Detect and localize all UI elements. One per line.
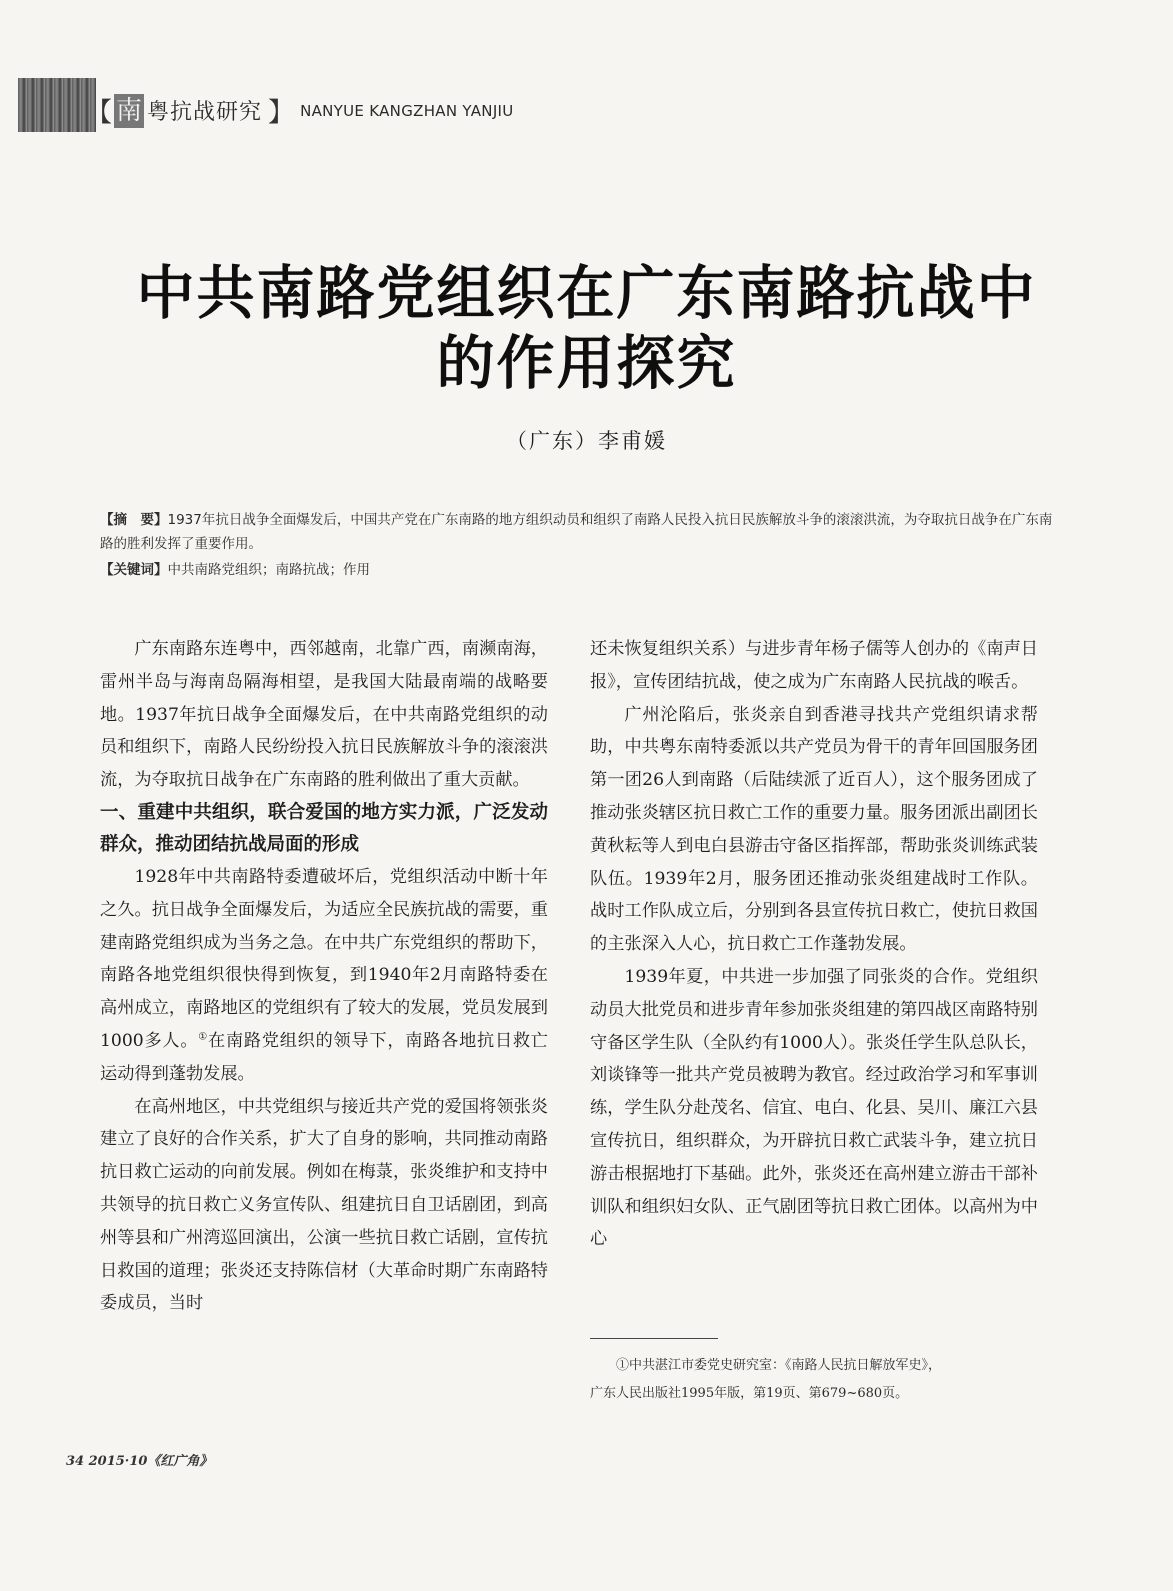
header-box-char: 南 — [116, 95, 143, 126]
article-title — [0, 258, 1173, 398]
body-column-right — [590, 633, 1038, 1256]
footnote-ref[interactable]: ① — [198, 1031, 209, 1043]
body-paragraph-5: 广州沦陷后，张炎亲自到香港寻找共产党组织请求帮助，中共粤东南特委派以共产党员为骨干的青年回国服务团第一团26人到南路（后陆续派了近百人），这个服务团成了推动张炎辖区抗日救亡工作的重要力量。服务团派出副团长黄秋耘等人到电白县游击守备区指挥部，帮助张炎训练武装队伍。1939年2月，服务团还推动张炎组建战时工作队。战时工作队成立后，分别到各县宣传抗日救亡，使抗日救国的主张深入人心，抗日救亡工作蓬勃发展。 — [590, 704, 1038, 955]
section-heading-1: 一、重建中共组织，联合爱国的地方实力派，广泛发动群众，推动团结抗战局面的形成 — [100, 801, 548, 855]
header-column-zh: 粤抗战研究 — [147, 100, 263, 125]
article-author: （广东）李甫媛 — [506, 429, 667, 453]
journal-column-header — [86, 92, 514, 129]
abstract-label: 【摘 要】 — [100, 512, 168, 528]
keywords-label: 【关键词】 — [100, 562, 168, 578]
body-paragraph-1: 广东南路东连粤中，西邻越南，北靠广西，南濒南海，雷州半岛与海南岛隔海相望，是我国大陆最南端的战略要地。1937年抗日战争全面爆发后，在中共南路党组织的动员和组织下，南路人民纷纷投入抗日民族解放斗争的滚滚洪流，为夺取抗日战争在广东南路的胜利做出了重大贡献。 — [100, 639, 548, 791]
journal-issue: 2015·10《红广角》 — [88, 1454, 213, 1469]
body-paragraph-6: 1939年夏，中共进一步加强了同张炎的合作。党组织动员大批党员和进步青年参加张炎组建的第四战区南路特别守备区学生队（全队约有1000人）。张炎任学生队总队长，刘谈锋等一批共产党员被聘为教官。经过政治学习和军事训练，学生队分赴茂名、信宜、电白、化县、吴川、廉江六县宣传抗日，组织群众，为开辟抗日救亡武装斗争，建立抗日游击根据地打下基础。此外，张炎还在高州建立游击干部补训队和组织妇女队、正气剧团等抗日救亡团体。以高州为中心 — [590, 966, 1038, 1250]
header-bracket-open: 【 — [86, 98, 113, 128]
article-title-line2: 的作用探究 — [436, 329, 737, 397]
page-footer — [66, 1450, 212, 1469]
body-paragraph-4: 还未恢复组织关系）与进步青年杨子儒等人创办的《南声日报》，宣传团结抗战，使之成为广东南路人民抗战的喉舌。 — [590, 639, 1038, 692]
keywords-text: 中共南路党组织；南路抗战；作用 — [167, 562, 370, 578]
article-title-line1: 中共南路党组织在广东南路抗战中 — [136, 259, 1037, 327]
body-paragraph-2a: 1928年中共南路特委遭破坏后，党组织活动中断十年之久。抗日战争全面爆发后，为适应全民族抗战的需要，重建南路党组织成为当务之急。在中共广东党组织的帮助下，南路各地党组织很快得到恢复，到1940年2月南路特委在高州成立，南路地区的党组织有了较大的发展，党员发展到1000多人。 — [100, 866, 548, 1051]
header-column-en: NANYUE KANGZHAN YANJIU — [300, 101, 514, 120]
body-column-left — [100, 633, 548, 1320]
page-number: 34 — [66, 1454, 85, 1469]
footnote-line1: ①中共湛江市委党史研究室：《南路人民抗日解放军史》， — [616, 1358, 942, 1373]
body-paragraph-2 — [100, 861, 548, 1091]
abstract-block — [100, 508, 1060, 582]
body-paragraph-2b: 在南路党组织的领导下，南路各地抗日救亡运动得到蓬勃发展。 — [100, 1030, 548, 1084]
header-bracket-close: 】 — [268, 98, 295, 128]
body-paragraph-3: 在高州地区，中共党组织与接近共产党的爱国将领张炎建立了良好的合作关系，扩大了自身的影响，共同推动南路抗日救亡运动的向前发展。例如在梅菉，张炎维护和支持中共领导的抗日救亡义务宣传队、组建抗日自卫话剧团，到高州等县和广州湾巡回演出，公演一些抗日救亡话剧，宣传抗日救国的道理；张炎还支持陈信材（大革命时期广东南路特委成员，当时 — [100, 1096, 548, 1314]
footnote — [590, 1352, 1045, 1408]
abstract-line — [100, 508, 1060, 556]
header-decor-band — [18, 78, 96, 132]
footnote-line2: 广东人民出版社1995年版，第19页、第679~680页。 — [590, 1386, 909, 1401]
keywords-line — [100, 558, 1060, 582]
footnote-divider — [590, 1338, 718, 1339]
abstract-text: 1937年抗日战争全面爆发后，中国共产党在广东南路的地方组织动员和组织了南路人民投入抗日民族解放斗争的滚滚洪流，为夺取抗日战争在广东南路的胜利发挥了重要作用。 — [100, 512, 1053, 552]
